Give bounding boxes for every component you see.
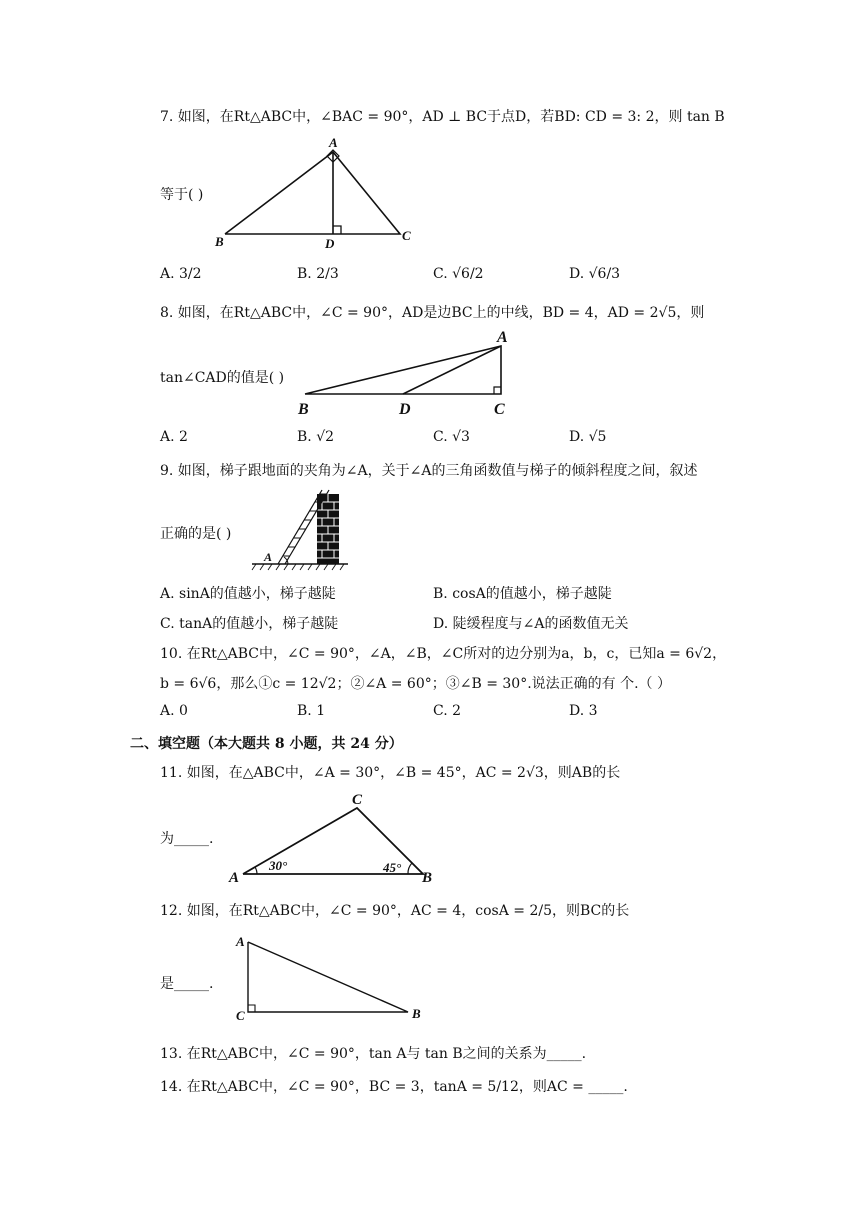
q9-option-d[interactable]: D. 陡缓程度与∠A的函数值无关 bbox=[433, 616, 629, 632]
q12-label-c: C bbox=[236, 1008, 245, 1023]
q10-option-b[interactable]: B. 1 bbox=[297, 703, 326, 719]
q9-option-c[interactable]: C. tanA的值越小，梯子越陡 bbox=[160, 616, 339, 632]
q9-stem: 9. 如图，梯子跟地面的夹角为∠A，关于∠A的三角函数值与梯子的倾斜程度之间，叙述 bbox=[160, 463, 698, 479]
q8-label-b: B bbox=[298, 401, 309, 418]
q8-stem-continued: tan∠CAD的值是( ) bbox=[160, 370, 285, 386]
q8-option-d[interactable]: D. √5 bbox=[569, 429, 607, 445]
section-title-fill-in: 二、填空题（本大题共 8 小题，共 24 分） bbox=[130, 736, 403, 752]
q9-option-a[interactable]: A. sinA的值越小，梯子越陡 bbox=[160, 586, 336, 602]
q12-figure bbox=[230, 930, 430, 1026]
q11-angle-a: 30° bbox=[269, 858, 288, 873]
q8-label-d: D bbox=[399, 401, 411, 418]
q7-label-c: C bbox=[402, 228, 411, 243]
q8-label-c: C bbox=[494, 401, 505, 418]
q12-stem-continued: 是_____. bbox=[160, 976, 214, 992]
q12-label-a: A bbox=[236, 934, 245, 949]
q9-label-a: A bbox=[264, 550, 273, 564]
q7-stem-continued: 等于( ) bbox=[160, 187, 204, 203]
q7-figure bbox=[205, 134, 420, 252]
q7-label-b: B bbox=[215, 234, 224, 249]
q11-stem-continued: 为_____. bbox=[160, 831, 214, 847]
q7-option-b[interactable]: B. 2/3 bbox=[297, 266, 339, 282]
q7-option-a[interactable]: A. 3/2 bbox=[160, 266, 202, 282]
q9-option-b[interactable]: B. cosA的值越小，梯子越陡 bbox=[433, 586, 612, 602]
q12-stem: 12. 如图，在Rt△ABC中，∠C = 90°，AC = 4，cosA = 2/5，则BC的长 bbox=[160, 903, 630, 919]
q10-option-d[interactable]: D. 3 bbox=[569, 703, 598, 719]
q9-ladder-figure bbox=[250, 486, 350, 572]
q8-figure bbox=[290, 328, 520, 420]
q8-label-a: A bbox=[497, 329, 508, 346]
q9-stem-continued: 正确的是( ) bbox=[160, 526, 232, 542]
q10-stem: 10. 在Rt△ABC中，∠C = 90°，∠A，∠B，∠C所对的边分别为a，b，c，已知a = 6√2， bbox=[160, 646, 727, 662]
q11-label-c: C bbox=[352, 792, 363, 808]
q7-option-c[interactable]: C. √6/2 bbox=[433, 266, 484, 282]
q7-option-d[interactable]: D. √6/3 bbox=[569, 266, 621, 282]
q12-label-b: B bbox=[412, 1006, 421, 1021]
q8-stem: 8. 如图，在Rt△ABC中，∠C = 90°，AD是边BC上的中线，BD = 4，AD = 2√5，则 bbox=[160, 305, 705, 321]
q7-label-d: D bbox=[325, 236, 335, 251]
q10-stem-continued: b = 6√6，那么①c = 12√2；②∠A = 60°；③∠B = 30°.说法正确的有 个.（ ） bbox=[160, 676, 671, 692]
q11-angle-b: 45° bbox=[383, 860, 402, 875]
q14-stem: 14. 在Rt△ABC中，∠C = 90°，BC = 3，tanA = 5/12，则AC = _____. bbox=[160, 1079, 628, 1095]
q7-stem: 7. 如图，在Rt△ABC中，∠BAC = 90°，AD ⊥ BC于点D，若BD: CD = 3: 2，则 tan B bbox=[160, 109, 725, 125]
q11-label-a: A bbox=[229, 870, 240, 886]
q13-stem: 13. 在Rt△ABC中，∠C = 90°，tan A与 tan B之间的关系为_____. bbox=[160, 1046, 587, 1062]
q10-option-a[interactable]: A. 0 bbox=[160, 703, 188, 719]
q10-option-c[interactable]: C. 2 bbox=[433, 703, 462, 719]
q8-option-a[interactable]: A. 2 bbox=[160, 429, 188, 445]
q7-label-a: A bbox=[329, 135, 338, 150]
q11-label-b: B bbox=[422, 870, 433, 886]
q11-stem: 11. 如图，在△ABC中，∠A = 30°，∠B = 45°，AC = 2√3，则AB的长 bbox=[160, 765, 621, 781]
q8-option-b[interactable]: B. √2 bbox=[297, 429, 335, 445]
q8-option-c[interactable]: C. √3 bbox=[433, 429, 470, 445]
q11-figure bbox=[225, 786, 440, 886]
